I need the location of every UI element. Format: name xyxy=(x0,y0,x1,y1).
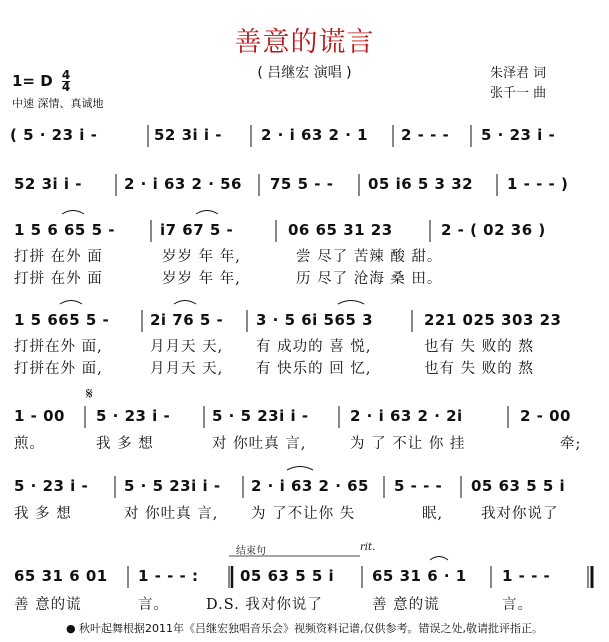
time-bottom: 4 xyxy=(61,80,71,94)
score-measure: ( 5 · 23 i - xyxy=(10,126,98,144)
score-measure: 65 31 6 01 xyxy=(14,567,108,585)
score-measure: 2 · i 63 2 · 1 xyxy=(261,126,369,144)
slur xyxy=(174,301,196,305)
lyric: 月月天 天, xyxy=(150,361,224,377)
score-measure: 05 i6 5 3 32 xyxy=(368,175,474,193)
lyric: 我 多 想 xyxy=(14,506,72,522)
score-measure: 52 3i i - xyxy=(14,175,82,193)
lyricist: 朱泽君 词 xyxy=(490,66,547,81)
score-measure: 2 · i 63 2 · 2i xyxy=(350,407,463,425)
score-measure: 06 65 31 23 xyxy=(288,221,393,239)
lyric: 为 了不让你 失 xyxy=(251,506,356,522)
slur xyxy=(430,557,448,561)
tempo-marking: 中速 深情、真诚地 xyxy=(12,97,104,110)
lyric: 对 你吐真 言, xyxy=(124,506,219,522)
score-measure: 5 - - - xyxy=(394,477,443,495)
lyric: 打拼在外 面, xyxy=(14,361,103,377)
footer-note: ● 秋叶起舞根据2011年《吕继宏独唱音乐会》视频资料记谱,仅供参考。错误之处,敬请批评指正。 xyxy=(65,622,544,635)
score-measure: 221 025 303 23 xyxy=(424,311,562,329)
lyric: 煎。 xyxy=(14,436,45,452)
score-measure: 2 - 00 xyxy=(520,407,571,425)
score-measure: 5 · 23 i - xyxy=(14,477,89,495)
lyric: 善 意的谎 xyxy=(14,597,82,613)
slur xyxy=(287,467,313,471)
score-measure: 2 · i 63 2 · 56 xyxy=(124,175,242,193)
score-measure: 2 - ( 02 36 ) xyxy=(441,221,546,239)
score-measure: 75 5 - - xyxy=(270,175,334,193)
score-measure: 05 63 5 5 i xyxy=(471,477,566,495)
score-measure: 5 · 23 i - xyxy=(96,407,171,425)
lyric: 打拼 在外 面 xyxy=(14,271,103,287)
lyric: 打拼 在外 面 xyxy=(14,249,103,265)
score-measure: 5 · 5 23i i - xyxy=(212,407,309,425)
slur xyxy=(196,211,218,215)
score-measure: 1 - 00 xyxy=(14,407,65,425)
song-title: 善意的谎言 xyxy=(234,27,375,58)
score-measure: 2 - - - xyxy=(401,126,450,144)
score-measure: 1 - - - ) xyxy=(507,175,569,193)
slur xyxy=(338,301,364,305)
score-measure: 5 · 23 i - xyxy=(481,126,556,144)
score-measure: 1 - - - xyxy=(502,567,551,585)
slur xyxy=(62,211,84,215)
lyric: 尝 尽了 苦辣 酸 甜。 xyxy=(296,249,443,265)
lyric: 也有 失 败的 熬 xyxy=(424,339,534,355)
lyric: 月月天 天, xyxy=(150,339,224,355)
lyric: 牵; xyxy=(560,436,582,452)
lyric: 言。 xyxy=(502,597,533,613)
key-label: 1= D xyxy=(12,72,53,90)
lyric: 为 了 不让 你 挂 xyxy=(350,436,466,452)
composer: 张千一 曲 xyxy=(490,86,547,101)
score-measure: 65 31 6 · 1 xyxy=(372,567,467,585)
score-measure: i7 67 5 - xyxy=(160,221,234,239)
score-measure: 1 5 665 5 - xyxy=(14,311,110,329)
time-top: 4 xyxy=(61,68,71,82)
ending-label: 结束句 xyxy=(236,546,266,557)
lyric: 言。 xyxy=(138,597,169,613)
lyric: 我 多 想 xyxy=(96,436,154,452)
score-measure: 5 · 5 23i i - xyxy=(124,477,221,495)
score-measure: 52 3i i - xyxy=(154,126,222,144)
segno-sign: 𝄋 xyxy=(86,384,93,403)
lyric: 我对你说了 xyxy=(481,506,559,522)
score-measure: 1 5 6 65 5 - xyxy=(14,221,115,239)
score-measure: 1 - - - : xyxy=(138,567,199,585)
lyric: 眠, xyxy=(422,506,444,522)
ritardando-mark: rit. xyxy=(360,542,376,553)
score-measure: 3 · 5 6i 565 3 xyxy=(256,311,374,329)
performer: ( 吕继宏 演唱 ) xyxy=(257,65,352,81)
lyric: 岁岁 年 年, xyxy=(162,271,241,287)
lyric: 岁岁 年 年, xyxy=(162,249,241,265)
lyric: 善 意的谎 xyxy=(372,597,440,613)
slur xyxy=(60,301,82,305)
score-measure: 2i 76 5 - xyxy=(150,311,224,329)
score-measure: 05 63 5 5 i xyxy=(240,567,335,585)
lyric: 打拼在外 面, xyxy=(14,339,103,355)
lyric: 对 你吐真 言, xyxy=(212,436,307,452)
score-measure: 2 · i 63 2 · 65 xyxy=(251,477,369,495)
lyric: D.S. 我对你说了 xyxy=(206,597,323,613)
lyric: 有 成功的 喜 悦, xyxy=(256,339,372,355)
lyric: 有 快乐的 回 忆, xyxy=(256,361,372,377)
lyric: 历 尽了 沧海 桑 田。 xyxy=(296,271,443,287)
lyric: 也有 失 败的 熬 xyxy=(424,361,534,377)
